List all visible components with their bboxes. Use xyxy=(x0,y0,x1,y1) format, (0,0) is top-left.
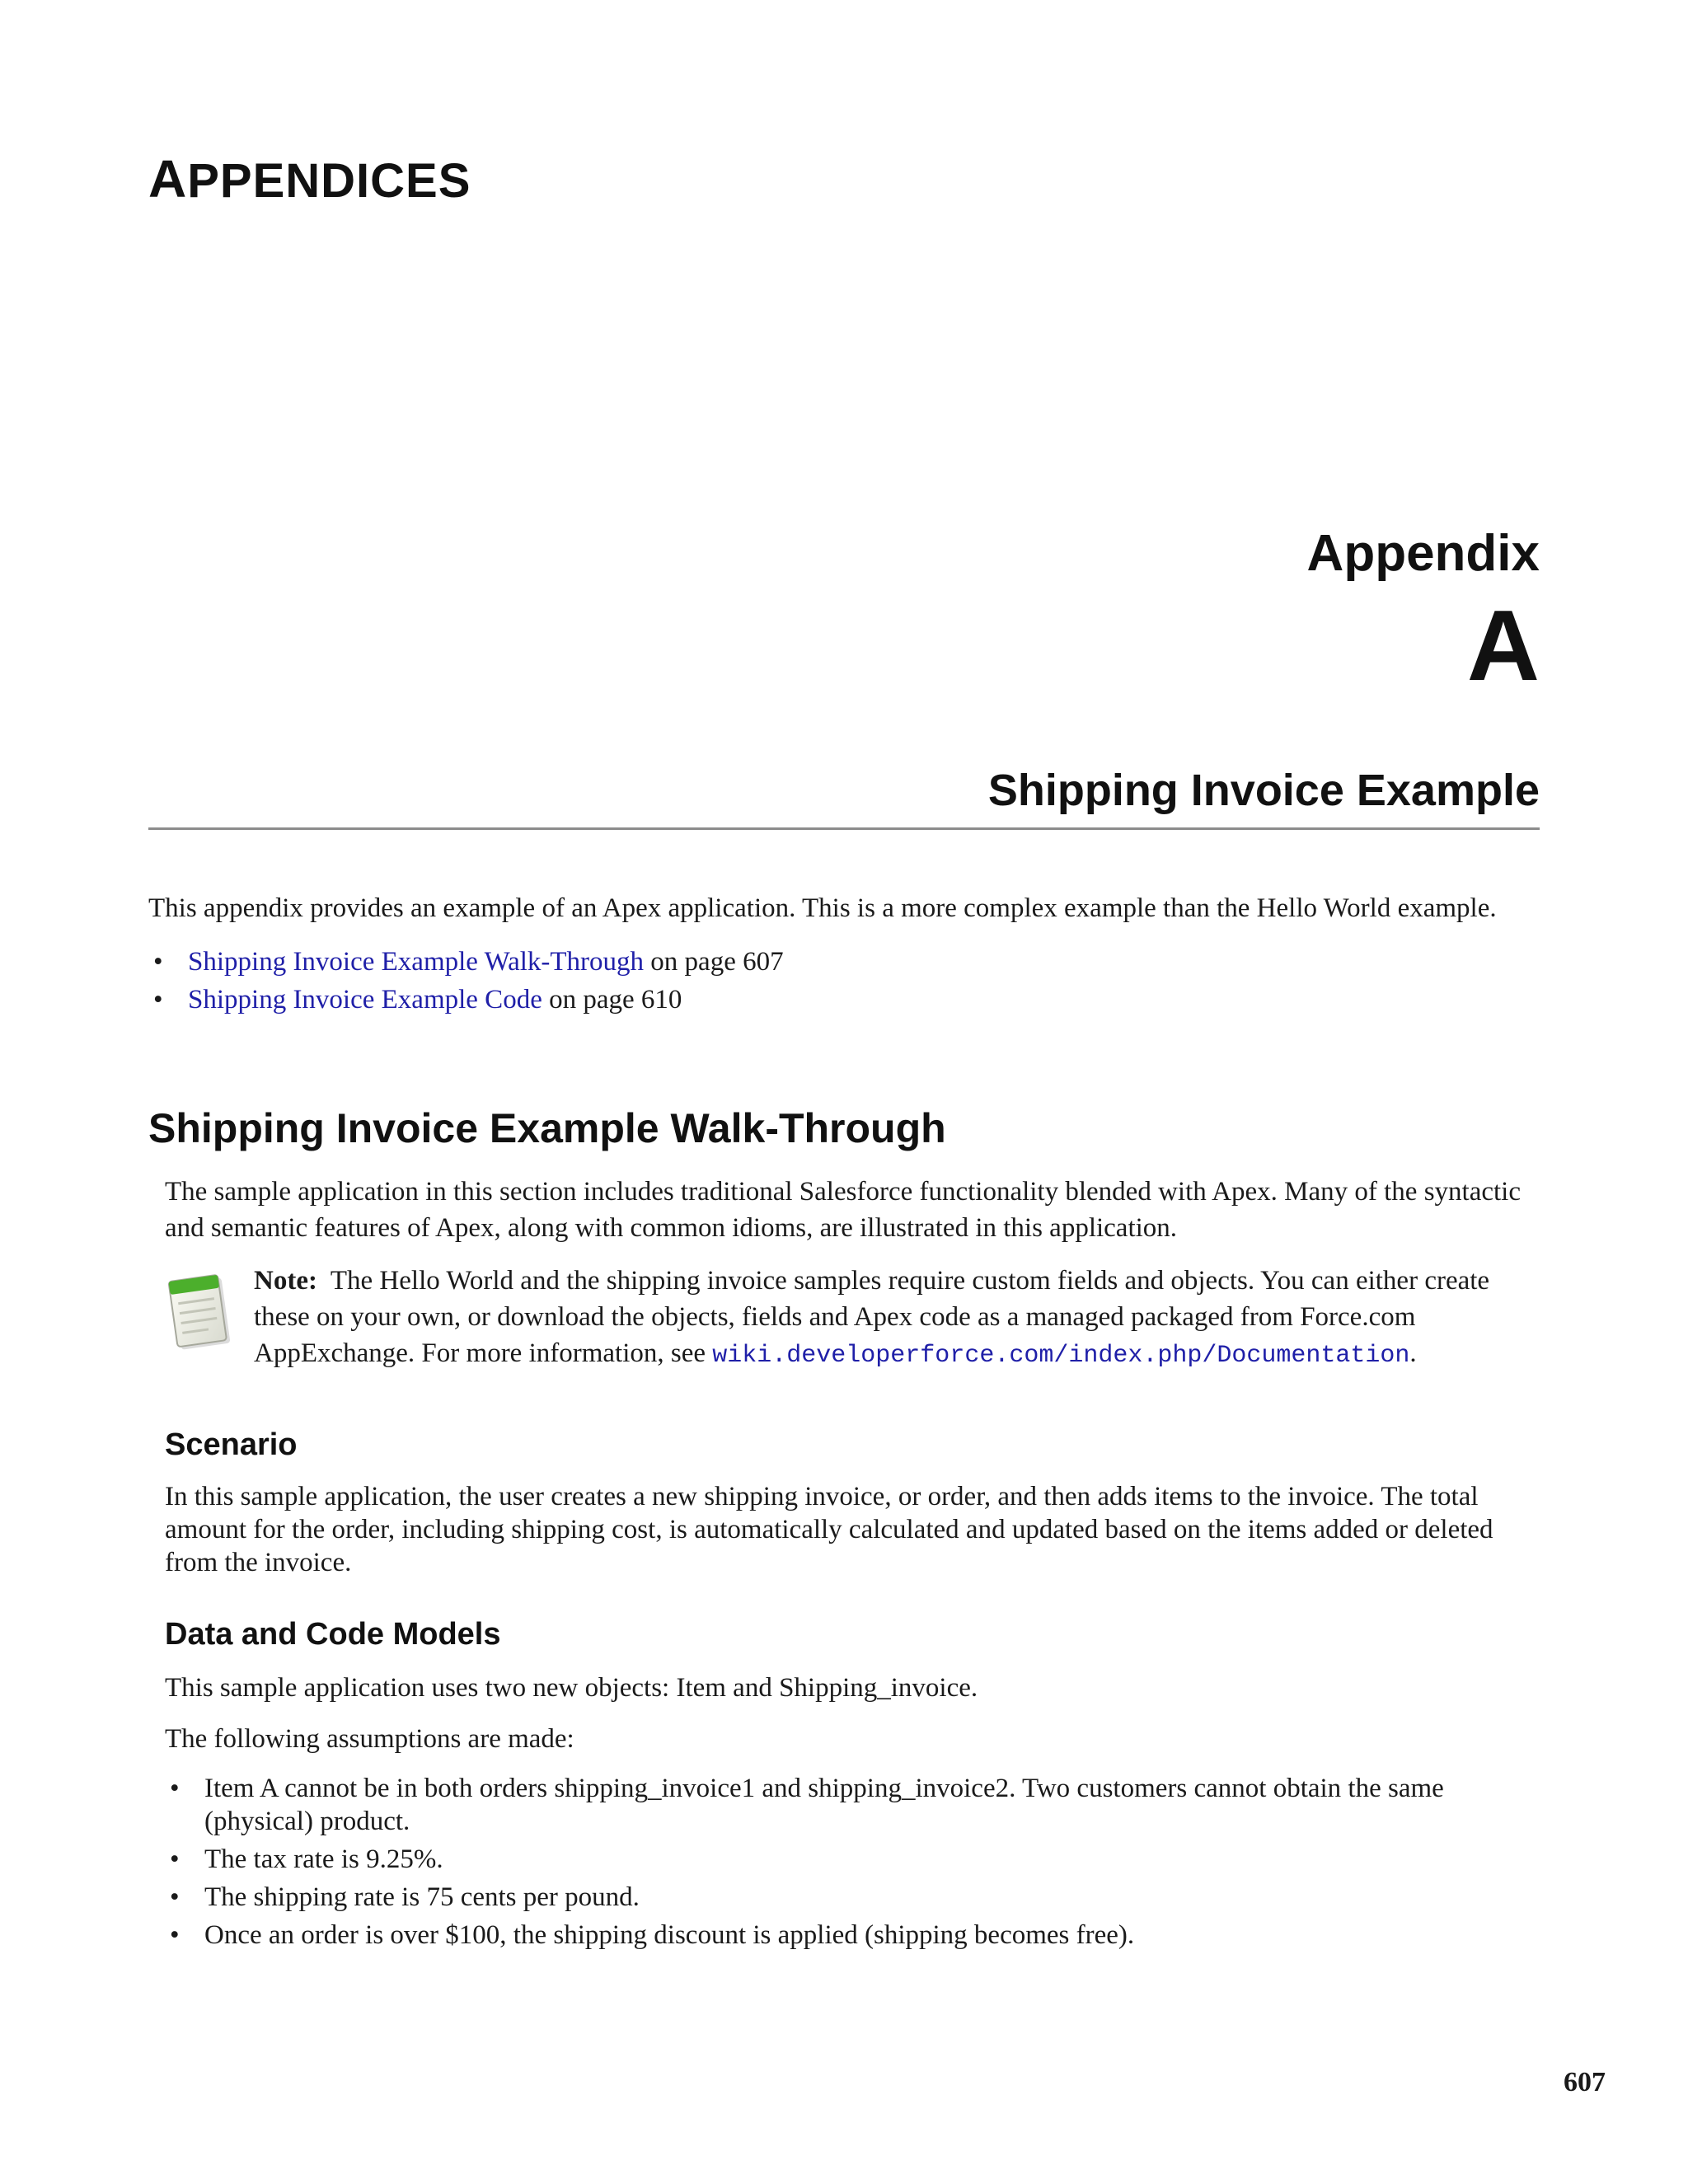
bullet: • xyxy=(170,1844,180,1874)
appendix-letter: A xyxy=(1466,589,1540,701)
note-body: The Hello World and the shipping invoice samples require custom fields and objects. You can either create these on your own, or download the objects, fields and Apex code as a managed packaged from Force.com AppExchange. For more information, see xyxy=(254,1266,1490,1368)
walkthrough-link[interactable]: Shipping Invoice Example Walk-Through xyxy=(188,947,645,977)
list-item xyxy=(165,1881,1541,1914)
assumptions-list xyxy=(165,1772,1541,1957)
note-label: Note: xyxy=(254,1266,317,1296)
list-item xyxy=(148,943,784,981)
note-text xyxy=(254,1263,1540,1374)
example-code-link[interactable]: Shipping Invoice Example Code xyxy=(188,985,542,1015)
bullet: • xyxy=(170,1774,180,1803)
list-item xyxy=(165,1772,1541,1838)
note-end: . xyxy=(1409,1338,1417,1368)
page-reference: on page 610 xyxy=(542,985,682,1015)
assumption-text: Item A cannot be in both orders shipping_invoice1 and shipping_invoice2. Two customers cannot obtain the same (physical) product. xyxy=(204,1774,1444,1836)
assumption-text: The tax rate is 9.25%. xyxy=(204,1844,443,1874)
list-item xyxy=(165,1843,1541,1876)
page-reference: on page 607 xyxy=(644,947,784,977)
list-item xyxy=(165,1919,1541,1952)
contents-link-list xyxy=(148,943,784,1019)
documentation-link[interactable]: wiki.developerforce.com/index.php/Documentation xyxy=(712,1342,1410,1370)
section-paragraph: The sample application in this section includes traditional Salesforce functionality blended with Apex. Many of the syntactic and semantic features of Apex, along with common idioms, are illustrated in this application. xyxy=(165,1177,1521,1243)
chapter-title: Shipping Invoice Example xyxy=(987,766,1540,815)
models-heading: Data and Code Models xyxy=(165,1617,501,1652)
appendix-label: Appendix xyxy=(1306,525,1540,582)
models-paragraph: This sample application uses two new objects: Item and Shipping_invoice. xyxy=(165,1673,978,1703)
scenario-paragraph: In this sample application, the user creates a new shipping invoice, or order, and then adds items to the invoice. The total amount for the order, including shipping cost, is automatically calculated and updated based on the items added or deleted from the invoice. xyxy=(165,1482,1493,1577)
scenario-heading: Scenario xyxy=(165,1427,298,1462)
bullet: • xyxy=(153,947,163,977)
assumptions-intro: The following assumptions are made: xyxy=(165,1724,574,1754)
list-item xyxy=(148,981,784,1019)
part-title-rest: PPENDICES xyxy=(187,154,471,208)
page-number: 607 xyxy=(1564,2067,1606,2097)
part-title-initial: A xyxy=(148,149,188,209)
note-icon xyxy=(168,1269,234,1355)
bullet: • xyxy=(170,1920,180,1950)
part-title xyxy=(148,148,471,209)
intro-paragraph: This appendix provides an example of an Apex application. This is a more complex example than the Hello World example. xyxy=(148,893,1497,923)
chapter-title-rule xyxy=(148,827,1540,830)
bullet: • xyxy=(170,1882,180,1912)
assumption-text: The shipping rate is 75 cents per pound. xyxy=(204,1882,640,1912)
section-title: Shipping Invoice Example Walk-Through xyxy=(148,1105,946,1151)
assumption-text: Once an order is over $100, the shipping discount is applied (shipping becomes free). xyxy=(204,1920,1135,1950)
bullet: • xyxy=(153,985,163,1015)
